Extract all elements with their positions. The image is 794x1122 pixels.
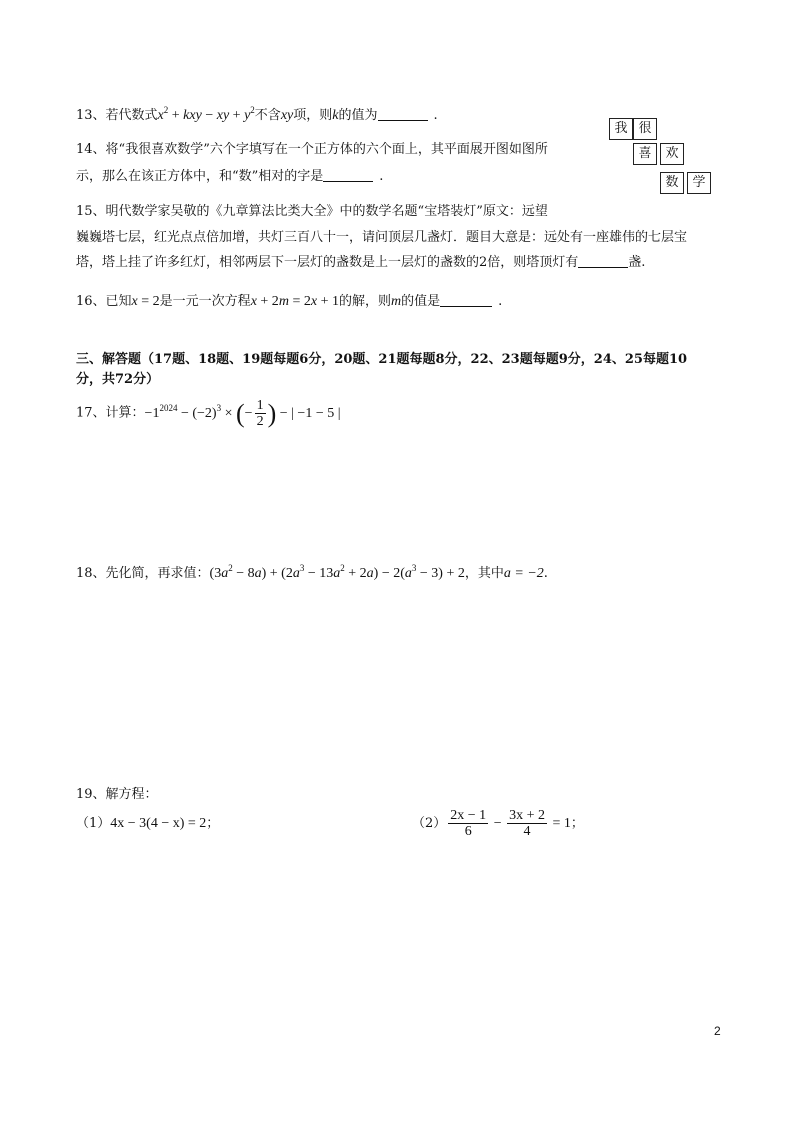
q17-expression: $-1^{2024} - (-2)^3$ × (− $\frac{1}{2}$ ) − | −1 − 5 | — [144, 398, 341, 429]
q16-text4: 的值是 — [401, 294, 441, 309]
q16-root: x = 2 — [131, 294, 160, 309]
question-15-line2: 巍巍塔七层，红光点点倍加增，共灯三百八十一，请问顶层几盏灯．题目大意是：远处有一座雄伟的七层宝 — [76, 230, 688, 245]
net-cell-3: 喜 — [633, 143, 657, 165]
q19-p2-frac2-num: 3x + 2 — [509, 808, 545, 824]
q15-end: 盏. — [628, 255, 646, 270]
q17-fraction: $\frac{1}{2}$ — [256, 398, 264, 429]
q13-end: . — [433, 108, 438, 123]
q16-equation: x + 2m = 2x + 1 — [250, 294, 339, 309]
q13-term: xy — [280, 108, 294, 123]
q19-p1-end: ； — [206, 816, 220, 831]
net-cell-2: 很 — [633, 118, 657, 140]
question-14-line2 — [76, 167, 383, 187]
question-16 — [76, 292, 502, 312]
q16-end: . — [498, 294, 503, 309]
q19-p1-label: （1） — [76, 816, 111, 831]
question-18 — [76, 564, 548, 584]
q13-label: 13、若代数式 — [76, 108, 158, 123]
question-14-line1: 14、将“我很喜欢数学”六个字填写在一个正方体的六个面上，其平面展开图如图所 — [76, 142, 548, 157]
question-19-part1 — [76, 814, 219, 834]
q14-text: 示，那么在该正方体中，和“数”相对的字是 — [76, 169, 324, 184]
page-number: 2 — [714, 1024, 721, 1038]
question-19-part2 — [412, 808, 584, 840]
question-15-line3 — [76, 253, 645, 273]
question-15-line1: 15、明代数学家吴敬的《九章算法比类大全》中的数学名题“宝塔装灯”原文：远望 — [76, 204, 548, 219]
q19-p2-equation: $\frac{2x - 1}{6}$ − $\frac{3x + 2}{4}$ = 1 — [450, 808, 571, 840]
net-cell-5: 数 — [660, 172, 684, 194]
q16-var: m — [390, 294, 402, 309]
q18-label: 18、先化简，再求值： — [76, 566, 210, 581]
q19-p2-rhs: = 1 — [552, 816, 571, 831]
q15-text: 塔，塔上挂了许多红灯，相邻两层下一层灯的盏数是上一层灯的盏数的2倍，则塔顶灯有 — [76, 255, 579, 270]
q19-p2-end: ； — [570, 816, 584, 831]
q19-p2-label: （2） — [412, 816, 447, 831]
q19-p2-frac1-den: 6 — [464, 824, 472, 840]
q13-var: k — [332, 108, 339, 123]
q19-p2-frac1-num: 2x − 1 — [450, 808, 487, 824]
section-3-header-line1: 三、解答题（17题、18题、19题每题6分，20题、21题每题8分，22、23题每题9分，24、25每题10 — [76, 352, 688, 367]
q16-text3: 的解，则 — [338, 294, 391, 309]
net-cell-1: 我 — [609, 118, 633, 140]
q16-answer-blank[interactable] — [440, 294, 492, 307]
question-19-label: 19、解方程： — [76, 787, 158, 802]
q16-text2: 是一元一次方程 — [159, 294, 251, 309]
q17-exponent: 2024 — [159, 402, 178, 413]
q13-text3: 的值为 — [338, 108, 378, 123]
q13-answer-blank[interactable] — [378, 108, 428, 121]
net-cell-4: 欢 — [660, 143, 684, 165]
question-13 — [76, 106, 438, 126]
q13-text2: 项，则 — [293, 108, 333, 123]
q17-label: 17、计算： — [76, 405, 145, 421]
q14-end: . — [379, 169, 384, 184]
q13-text: 不含 — [254, 108, 281, 123]
q18-expression: $(3a^2 - 8a) + (2a^3 - 13a^2 + 2a) - 2(a^3 - 3) + 2$ — [209, 563, 465, 581]
q19-p2-frac2-den: 4 — [523, 824, 531, 840]
q15-answer-blank[interactable] — [578, 255, 628, 268]
q18-end: . — [543, 566, 548, 581]
q13-expression: $x^2$ + kxy − xy + $y^2$ — [157, 105, 255, 123]
q18-tail: ，其中 — [464, 566, 504, 581]
q14-answer-blank[interactable] — [323, 169, 373, 182]
q18-condition: a = −2 — [503, 566, 544, 581]
q16-text1: 16、已知 — [76, 294, 132, 309]
q19-p1-equation: 4x − 3(4 − x) = 2 — [110, 816, 207, 831]
question-17 — [76, 398, 341, 429]
net-cell-6: 学 — [687, 172, 711, 194]
section-3-header-line2: 分，共72分） — [76, 372, 160, 387]
